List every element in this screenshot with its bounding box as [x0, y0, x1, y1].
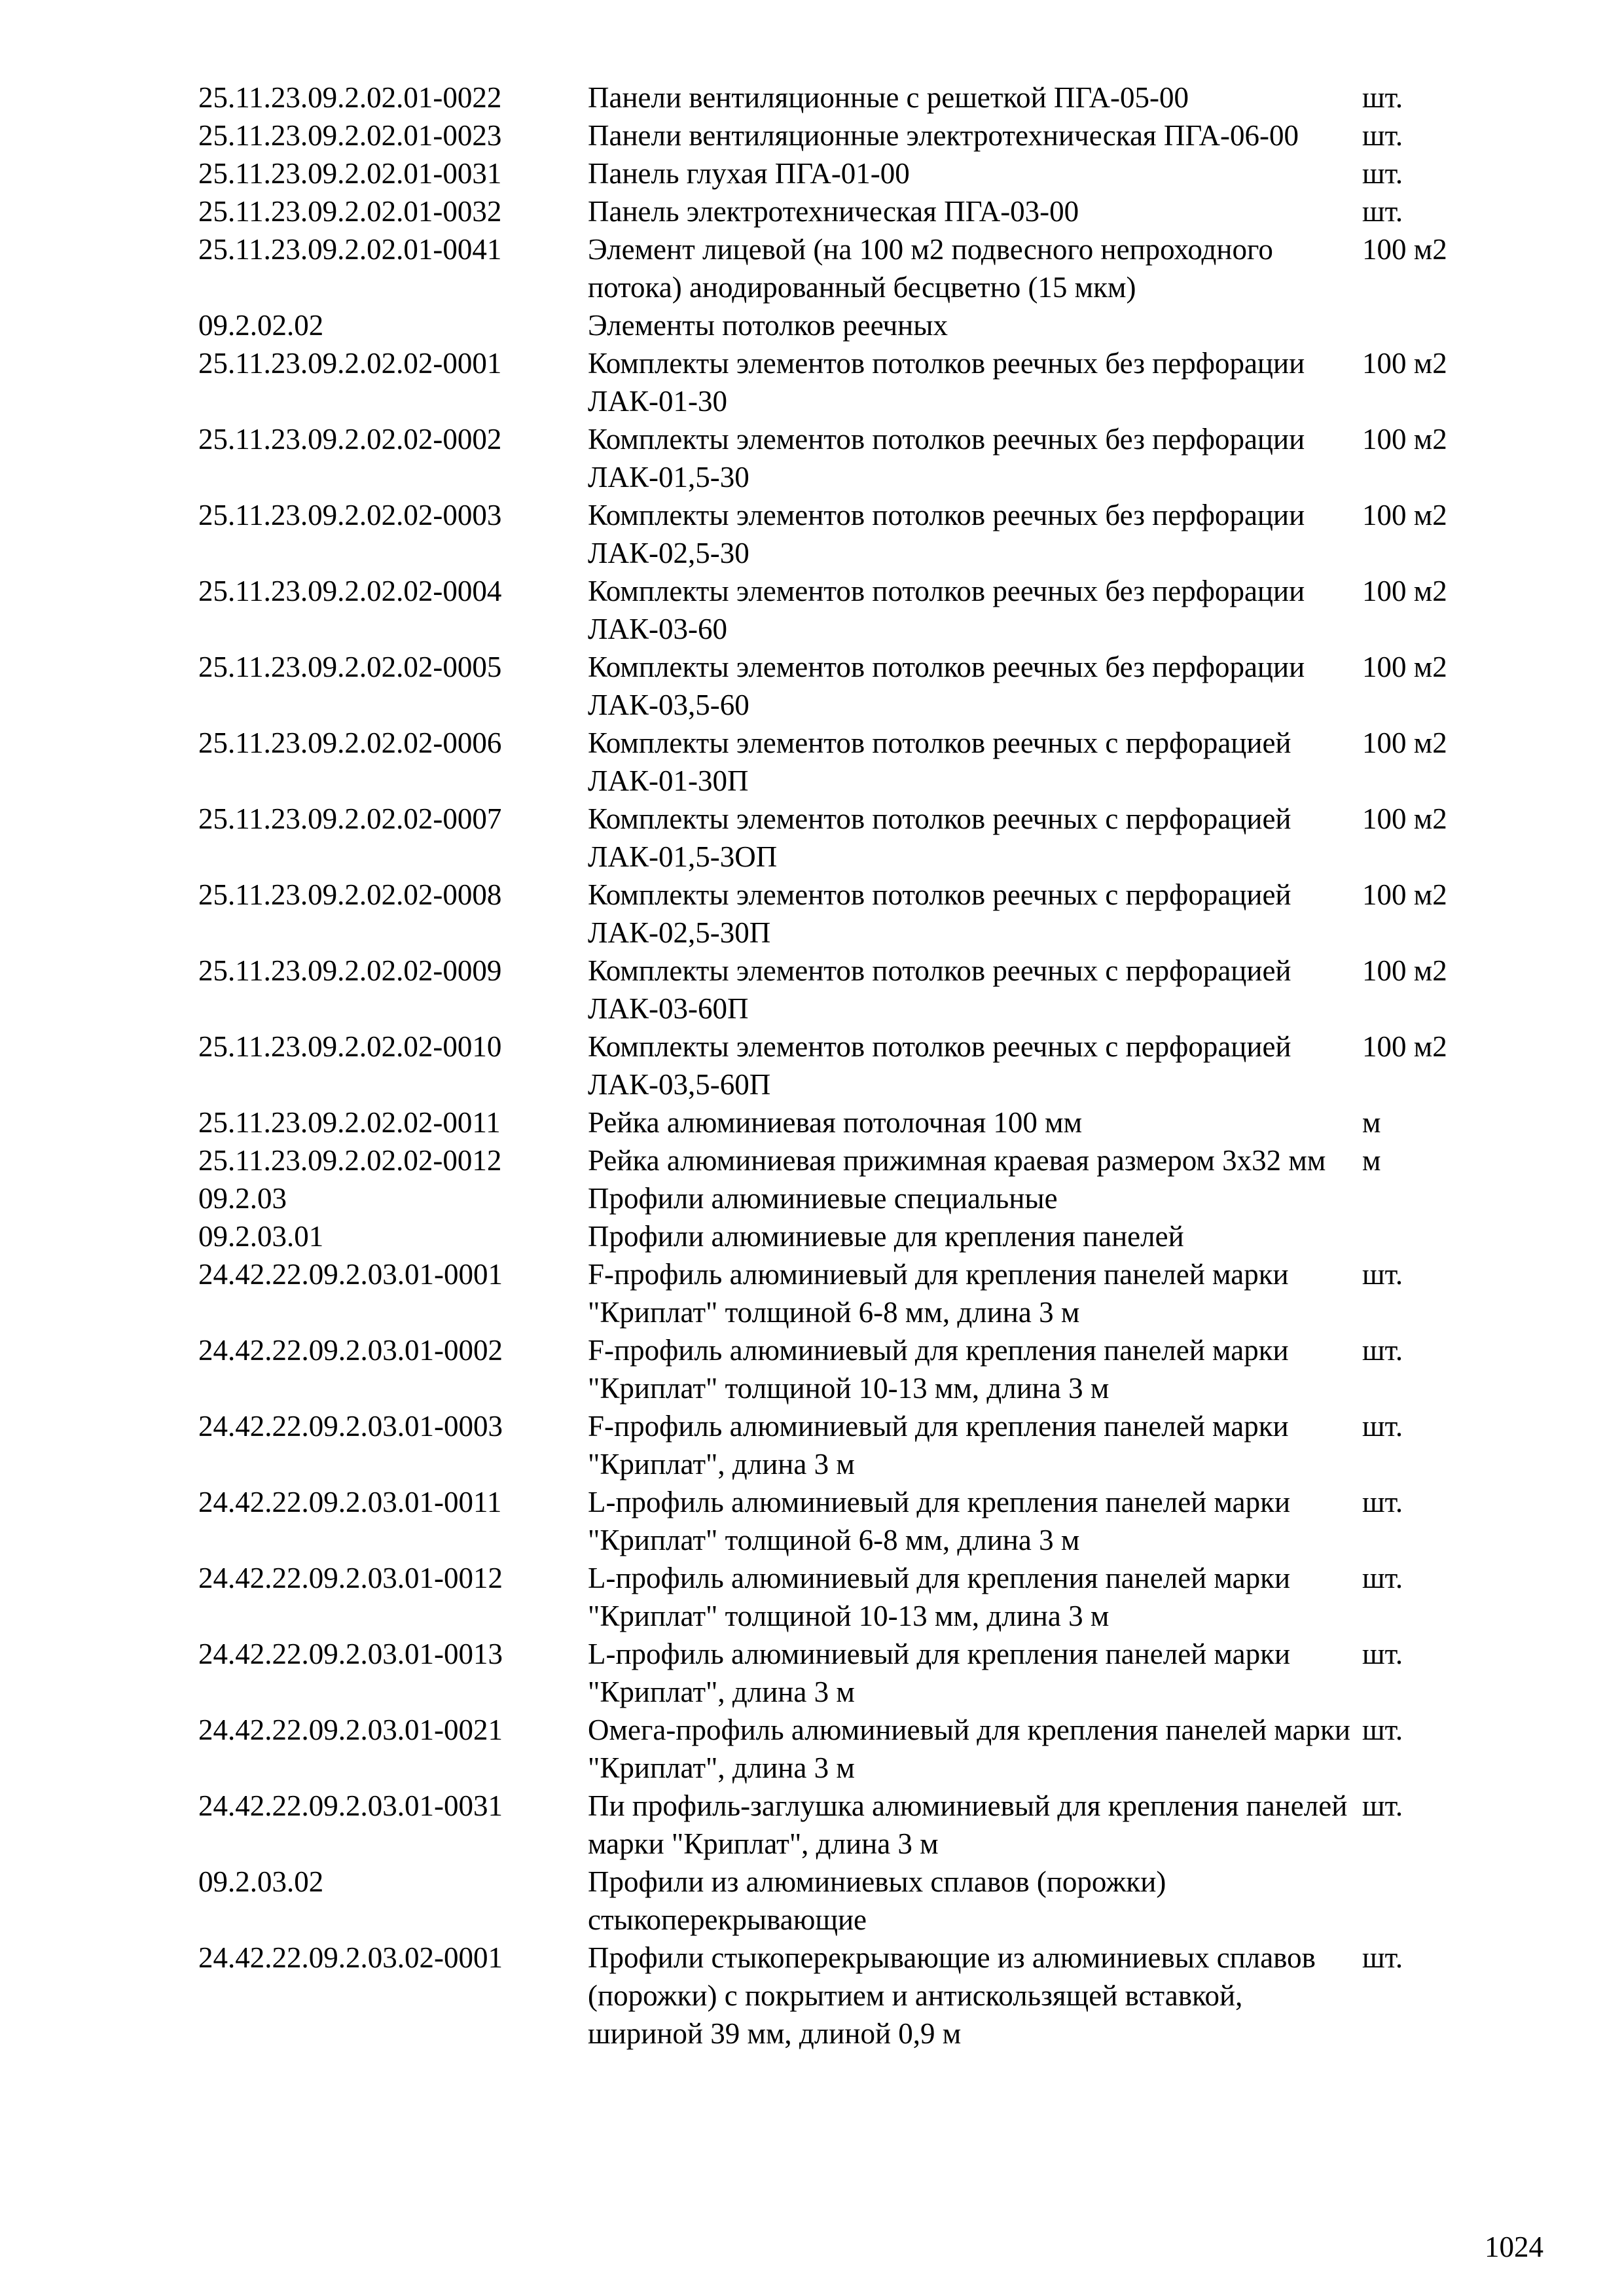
- row-name: Панели вентиляционные электротехническая ПГА-06-00: [588, 119, 1299, 152]
- row-code: 25.11.23.09.2.02.02-0008: [198, 878, 502, 911]
- row-unit: шт.: [1362, 1410, 1403, 1443]
- table-row: [198, 1559, 1481, 1635]
- row-code: 25.11.23.09.2.02.01-0032: [198, 195, 502, 228]
- row-unit: 100 м2: [1362, 499, 1447, 531]
- row-code: 25.11.23.09.2.02.02-0011: [198, 1106, 501, 1139]
- row-code: 25.11.23.09.2.02.02-0009: [198, 954, 502, 987]
- table-row: [198, 1483, 1481, 1559]
- row-unit: 100 м2: [1362, 347, 1447, 380]
- table-row: [198, 344, 1481, 420]
- row-code: 24.42.22.09.2.03.01-0021: [198, 1713, 503, 1746]
- row-unit: шт.: [1362, 1486, 1403, 1518]
- table-row: [198, 1028, 1481, 1103]
- row-unit: 100 м2: [1362, 1030, 1447, 1063]
- row-name: Комплекты элементов потолков реечных без перфорации ЛАК-01-30: [588, 347, 1305, 418]
- table-row: [198, 1711, 1481, 1787]
- table-row: [198, 496, 1481, 572]
- row-code: 24.42.22.09.2.03.01-0003: [198, 1410, 503, 1443]
- table-row: [198, 1407, 1481, 1483]
- table-row: [198, 1217, 1481, 1255]
- row-unit: шт.: [1362, 1789, 1403, 1822]
- row-code: 25.11.23.09.2.02.02-0012: [198, 1144, 502, 1177]
- row-unit: шт.: [1362, 81, 1403, 114]
- table-row: [198, 306, 1481, 344]
- row-name: F-профиль алюминиевый для крепления панелей марки "Криплат" толщиной 6-8 мм, длина 3 м: [588, 1258, 1289, 1329]
- row-name: Панели вентиляционные с решеткой ПГА-05-00: [588, 81, 1189, 114]
- row-unit: шт.: [1362, 1941, 1403, 1974]
- row-name: F-профиль алюминиевый для крепления панелей марки "Криплат", длина 3 м: [588, 1410, 1289, 1480]
- row-unit: м: [1362, 1144, 1381, 1177]
- row-code: 25.11.23.09.2.02.02-0003: [198, 499, 502, 531]
- table-row: [198, 1863, 1481, 1939]
- table-row: [198, 648, 1481, 724]
- resource-table: [198, 79, 1481, 2053]
- row-code: 24.42.22.09.2.03.02-0001: [198, 1941, 503, 1974]
- table-row: [198, 1255, 1481, 1331]
- row-code: 25.11.23.09.2.02.02-0001: [198, 347, 502, 380]
- row-unit: шт.: [1362, 119, 1403, 152]
- row-code: 25.11.23.09.2.02.01-0022: [198, 81, 502, 114]
- row-name: Комплекты элементов потолков реечных с перфорацией ЛАК-03,5-60П: [588, 1030, 1291, 1101]
- row-code: 25.11.23.09.2.02.02-0007: [198, 802, 502, 835]
- row-name: Комплекты элементов потолков реечных без перфорации ЛАК-03-60: [588, 575, 1305, 645]
- row-code: 25.11.23.09.2.02.01-0031: [198, 157, 502, 190]
- table-row: [198, 420, 1481, 496]
- table-row: [198, 192, 1481, 230]
- table-row: [198, 79, 1481, 117]
- row-unit: 100 м2: [1362, 954, 1447, 987]
- table-row: [198, 1103, 1481, 1141]
- table-row: [198, 1331, 1481, 1407]
- table-row: [198, 1939, 1481, 2053]
- table-row: [198, 952, 1481, 1028]
- table-row: [198, 230, 1481, 306]
- row-unit: 100 м2: [1362, 575, 1447, 607]
- table-row: [198, 117, 1481, 154]
- row-name: Элемент лицевой (на 100 м2 подвесного непроходного потока) анодированный бесцветно (15 мкм): [588, 233, 1273, 304]
- table-row: [198, 1141, 1481, 1179]
- row-name: Комплекты элементов потолков реечных с перфорацией ЛАК-01,5-3ОП: [588, 802, 1291, 873]
- row-unit: 100 м2: [1362, 651, 1447, 683]
- row-unit: 100 м2: [1362, 878, 1447, 911]
- row-code: 25.11.23.09.2.02.01-0023: [198, 119, 502, 152]
- row-code: 09.2.02.02: [198, 309, 324, 342]
- row-unit: шт.: [1362, 1258, 1403, 1291]
- table-row: [198, 572, 1481, 648]
- row-name: Профили стыкоперекрывающие из алюминиевых сплавов (порожки) с покрытием и антискользящей вставкой, шириной 39 мм, длиной 0,9 м: [588, 1941, 1316, 2050]
- row-code: 25.11.23.09.2.02.02-0004: [198, 575, 502, 607]
- row-name: Комплекты элементов потолков реечных с перфорацией ЛАК-01-30П: [588, 726, 1291, 797]
- table-row: [198, 1787, 1481, 1863]
- row-name: Комплекты элементов потолков реечных без перфорации ЛАК-01,5-30: [588, 423, 1305, 493]
- row-name: Комплекты элементов потолков реечных без перфорации ЛАК-03,5-60: [588, 651, 1305, 721]
- row-code: 09.2.03: [198, 1182, 287, 1215]
- row-code: 25.11.23.09.2.02.02-0010: [198, 1030, 502, 1063]
- row-name: Элементы потолков реечных: [588, 309, 948, 342]
- row-code: 09.2.03.02: [198, 1865, 324, 1898]
- row-name: Комплекты элементов потолков реечных с перфорацией ЛАК-03-60П: [588, 954, 1291, 1025]
- row-code: 24.42.22.09.2.03.01-0011: [198, 1486, 502, 1518]
- row-unit: шт.: [1362, 1638, 1403, 1670]
- row-code: 25.11.23.09.2.02.01-0041: [198, 233, 502, 266]
- row-unit: шт.: [1362, 1334, 1403, 1367]
- row-code: 25.11.23.09.2.02.02-0002: [198, 423, 502, 456]
- table-row: [198, 154, 1481, 192]
- row-name: L-профиль алюминиевый для крепления панелей марки "Криплат" толщиной 10-13 мм, длина 3 м: [588, 1562, 1291, 1632]
- row-name: Омега-профиль алюминиевый для крепления панелей марки "Криплат", длина 3 м: [588, 1713, 1350, 1784]
- row-unit: м: [1362, 1106, 1381, 1139]
- row-name: Профили из алюминиевых сплавов (порожки) стыкоперекрывающие: [588, 1865, 1166, 1936]
- table-row: [198, 1635, 1481, 1711]
- row-name: Комплекты элементов потолков реечных без перфорации ЛАК-02,5-30: [588, 499, 1305, 569]
- row-name: Профили алюминиевые для крепления панелей: [588, 1220, 1184, 1253]
- table-row: [198, 724, 1481, 800]
- table-row: [198, 1179, 1481, 1217]
- row-unit: 100 м2: [1362, 726, 1447, 759]
- row-code: 24.42.22.09.2.03.01-0013: [198, 1638, 503, 1670]
- row-unit: 100 м2: [1362, 423, 1447, 456]
- row-name: Комплекты элементов потолков реечных с перфорацией ЛАК-02,5-30П: [588, 878, 1291, 949]
- row-name: Рейка алюминиевая прижимная краевая размером 3х32 мм: [588, 1144, 1326, 1177]
- row-code: 24.42.22.09.2.03.01-0002: [198, 1334, 503, 1367]
- row-unit: шт.: [1362, 195, 1403, 228]
- table-row: [198, 800, 1481, 876]
- row-code: 24.42.22.09.2.03.01-0031: [198, 1789, 503, 1822]
- row-name: L-профиль алюминиевый для крепления панелей марки "Криплат", длина 3 м: [588, 1638, 1291, 1708]
- page-number: 1024: [1485, 2231, 1543, 2263]
- row-name: Профили алюминиевые специальные: [588, 1182, 1058, 1215]
- row-code: 25.11.23.09.2.02.02-0005: [198, 651, 502, 683]
- row-code: 25.11.23.09.2.02.02-0006: [198, 726, 502, 759]
- row-name: Рейка алюминиевая потолочная 100 мм: [588, 1106, 1083, 1139]
- row-code: 24.42.22.09.2.03.01-0001: [198, 1258, 503, 1291]
- row-unit: шт.: [1362, 1562, 1403, 1594]
- row-code: 24.42.22.09.2.03.01-0012: [198, 1562, 503, 1594]
- row-unit: 100 м2: [1362, 802, 1447, 835]
- row-name: Панель электротехническая ПГА-03-00: [588, 195, 1079, 228]
- table-row: [198, 876, 1481, 952]
- row-code: 09.2.03.01: [198, 1220, 324, 1253]
- row-name: F-профиль алюминиевый для крепления панелей марки "Криплат" толщиной 10-13 мм, длина 3 м: [588, 1334, 1289, 1405]
- row-unit: шт.: [1362, 1713, 1403, 1746]
- row-unit: 100 м2: [1362, 233, 1447, 266]
- row-unit: шт.: [1362, 157, 1403, 190]
- row-name: Пи профиль-заглушка алюминиевый для крепления панелей марки "Криплат", длина 3 м: [588, 1789, 1348, 1860]
- row-name: Панель глухая ПГА-01-00: [588, 157, 910, 190]
- row-name: L-профиль алюминиевый для крепления панелей марки "Криплат" толщиной 6-8 мм, длина 3 м: [588, 1486, 1291, 1556]
